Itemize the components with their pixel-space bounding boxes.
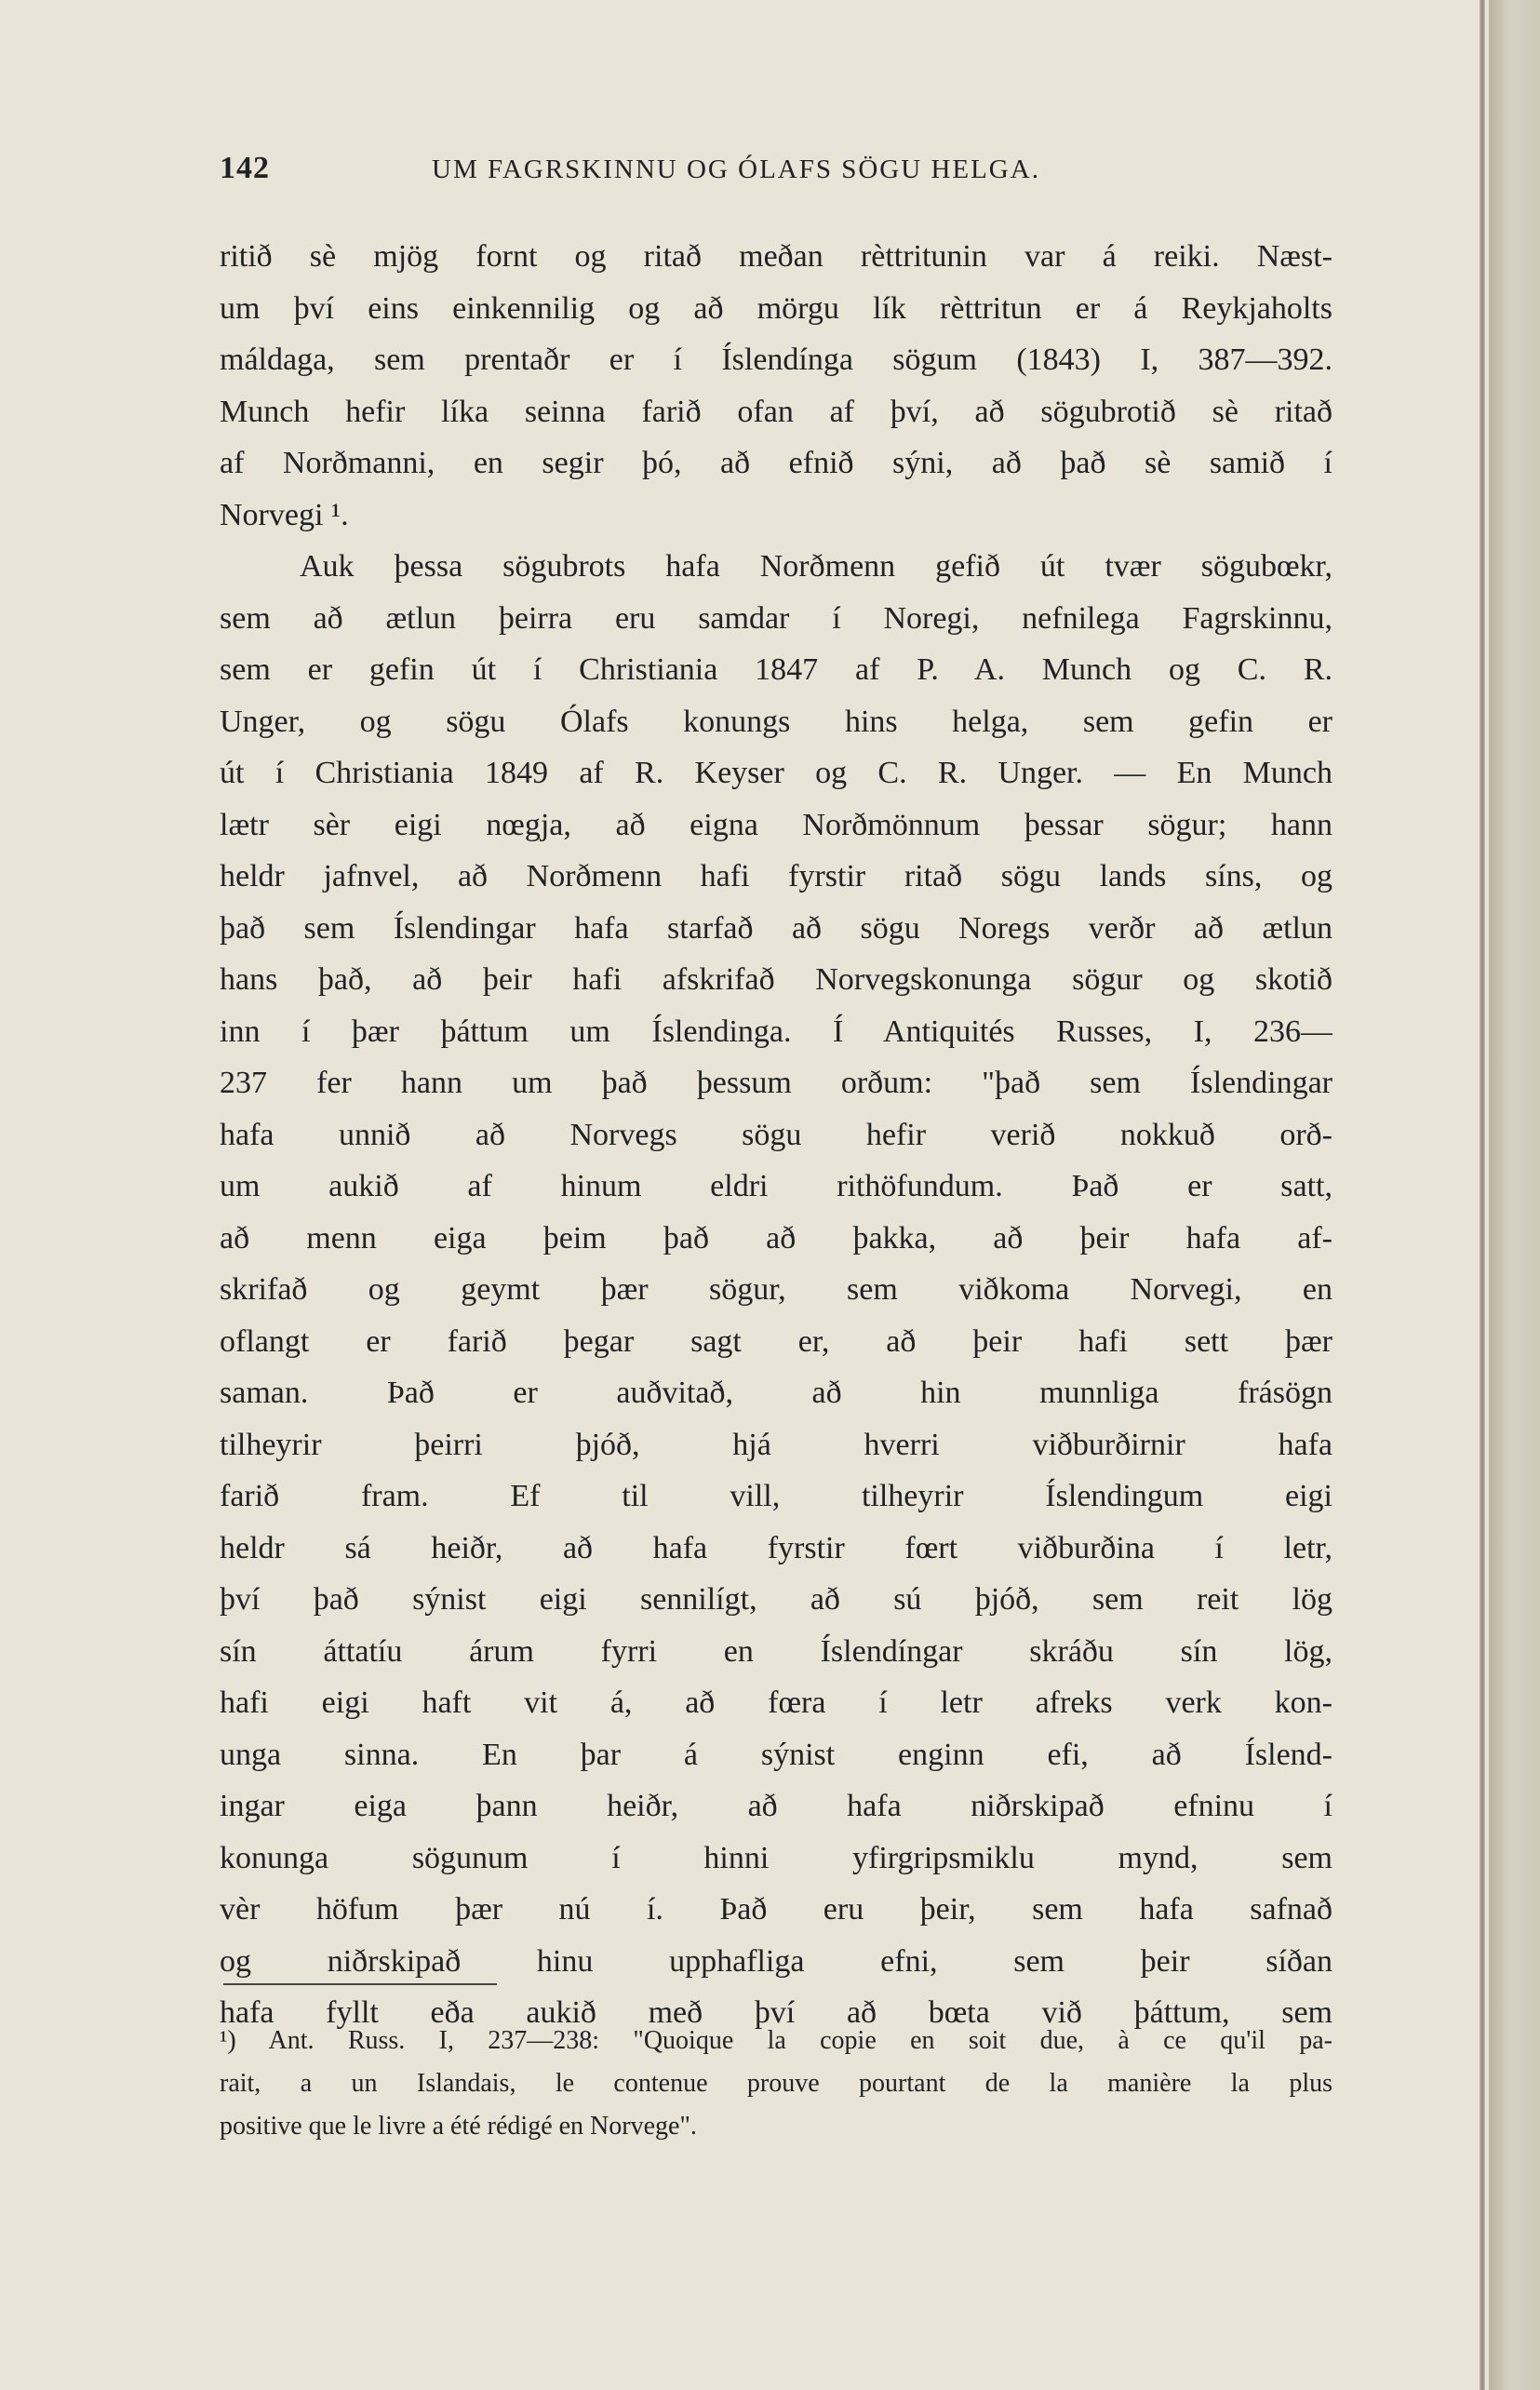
text-line: farið fram. Ef til vill, tilheyrir Íslendingum eigi xyxy=(220,1479,1332,1513)
text-line: Norvegi ¹. xyxy=(220,497,349,532)
text-line: tilheyrir þeirri þjóð, hjá hverri viðburðirnir hafa xyxy=(220,1427,1332,1462)
text-line: að menn eiga þeim það að þakka, að þeir hafa af- xyxy=(220,1220,1332,1255)
footnote-line: positive que le livre a été rédigé en Norvege". xyxy=(220,2112,697,2141)
text-line: inn í þær þáttum um Íslendinga. Í Antiquités Russes, I, 236— xyxy=(220,1014,1332,1049)
page-number: 142 xyxy=(220,151,270,185)
text-line: heldr jafnvel, að Norðmenn hafi fyrstir ritað sögu lands síns, og xyxy=(220,859,1332,893)
text-line: heldr sá heiðr, að hafa fyrstir fœrt viðburðina í letr, xyxy=(220,1530,1332,1565)
text-line: af Norðmanni, en segir þó, að efnið sýni, að það sè samið í xyxy=(220,446,1332,480)
text-line: ingar eiga þann heiðr, að hafa niðrskipað efninu í xyxy=(220,1789,1332,1823)
text-line: oflangt er farið þegar sagt er, að þeir hafi sett þær xyxy=(220,1323,1332,1359)
text-line: 237 fer hann um það þessum orðum: "það sem Íslendingar xyxy=(220,1066,1332,1100)
text-line: vèr höfum þær nú í. Það eru þeir, sem hafa safnað xyxy=(220,1892,1332,1927)
text-line: unga sinna. En þar á sýnist enginn efi, að Íslend- xyxy=(220,1737,1332,1772)
text-line: um því eins einkennilig og að mörgu lík rèttritun er á Reykjaholts xyxy=(220,290,1332,326)
binding-strip xyxy=(1489,0,1540,2390)
text-line: sem að ætlun þeirra eru samdar í Noregi, nefnilega Fagrskinnu, xyxy=(220,600,1332,636)
text-line: saman. Það er auðvitað, að hin munnliga frásögn xyxy=(220,1376,1332,1410)
page-edge-shadow xyxy=(1480,0,1485,2390)
text-line: og niðrskipað hinu upphafliga efni, sem þeir síðan xyxy=(220,1943,1332,1979)
text-line: hafa unnið að Norvegs sögu hefir verið nokkuð orð- xyxy=(220,1117,1332,1152)
text-line: sín áttatíu árum fyrri en Íslendíngar skráðu sín lög, xyxy=(220,1633,1332,1669)
text-line: sem er gefin út í Christiania 1847 af P. A. Munch og C. R. xyxy=(220,652,1332,687)
text-line: hafa fyllt eða aukið með því að bœta við þáttum, sem xyxy=(220,1995,1332,2030)
footnote-line: ¹) Ant. Russ. I, 237—238: "Quoique la copie en soit due, à ce qu'il pa- xyxy=(220,2026,1332,2055)
running-head: UM FAGRSKINNU OG ÓLAFS SÖGU HELGA. xyxy=(432,154,1040,184)
page-header xyxy=(220,151,1336,197)
text-line: Auk þessa sögubrots hafa Norðmenn gefið út tvær sögubœkr, xyxy=(300,549,1332,584)
text-line: ritið sè mjög fornt og ritað meðan rèttritunin var á reiki. Næst- xyxy=(220,239,1332,274)
text-line: konunga sögunum í hinni yfirgripsmiklu mynd, sem xyxy=(220,1840,1332,1875)
text-line: máldaga, sem prentaðr er í Íslendínga sögum (1843) I, 387—392. xyxy=(220,342,1332,377)
text-line: því það sýnist eigi sennilígt, að sú þjóð, sem reit lög xyxy=(220,1582,1332,1617)
text-line: um aukið af hinum eldri rithöfundum. Það er satt, xyxy=(220,1169,1332,1203)
footnote-line: rait, a un Islandais, le contenue prouve pourtant de la manière la plus xyxy=(220,2069,1332,2098)
text-line: hans það, að þeir hafi afskrifað Norvegskonunga sögur og skotið xyxy=(220,962,1332,997)
text-line: það sem Íslendingar hafa starfað að sögu Noregs verðr að ætlun xyxy=(220,910,1332,946)
text-line: út í Christiania 1849 af R. Keyser og C. R. Unger. — En Munch xyxy=(220,756,1332,790)
text-line: Munch hefir líka seinna farið ofan af því, að sögubrotið sè ritað xyxy=(220,394,1332,429)
footnotes xyxy=(220,2020,1332,2148)
text-line: hafi eigi haft vit á, að fœra í letr afreks verk kon- xyxy=(220,1685,1332,1720)
text-line: lætr sèr eigi nœgja, að eigna Norðmönnum þessar sögur; hann xyxy=(220,807,1332,842)
footnote-divider xyxy=(223,1983,497,1985)
text-line: Unger, og sögu Ólafs konungs hins helga, sem gefin er xyxy=(220,704,1332,739)
body-text xyxy=(220,231,1332,2039)
text-line: skrifað og geymt þær sögur, sem viðkoma Norvegi, en xyxy=(220,1272,1332,1307)
